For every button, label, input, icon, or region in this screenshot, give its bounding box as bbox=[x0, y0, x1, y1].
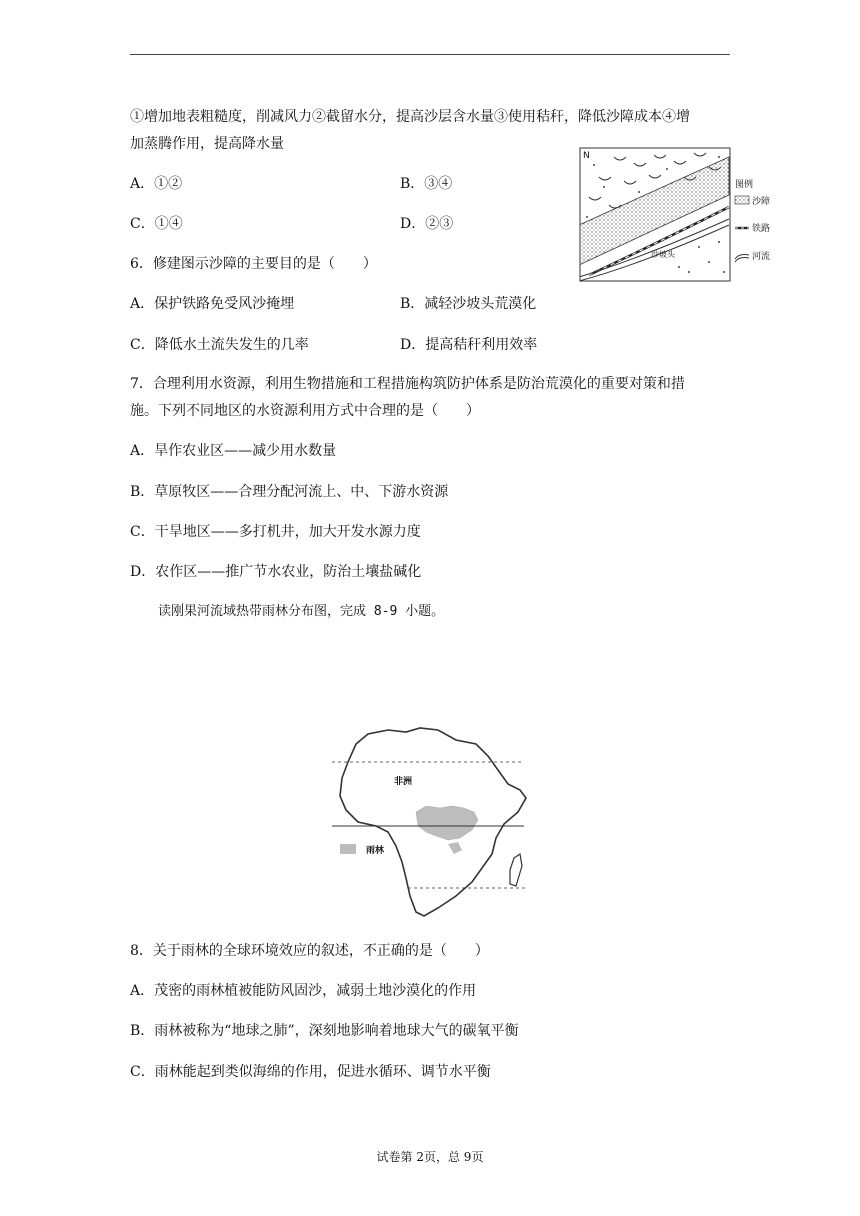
legend-sand-swatch bbox=[735, 196, 749, 204]
sand-barrier-map bbox=[579, 147, 779, 283]
q5-option-a: A．①② bbox=[130, 176, 183, 192]
q8-option-c: C．雨林能起到类似海绵的作用，促进水循环、调节水平衡 bbox=[130, 1064, 491, 1080]
madagascar-outline bbox=[510, 854, 522, 886]
legend-rainforest-swatch bbox=[340, 844, 356, 854]
q7-option-b: B．草原牧区——合理分配河流上、中、下游水资源 bbox=[130, 484, 449, 500]
q8-option-b: B．雨林被称为“地球之肺”，深刻地影响着地球大气的碳氧平衡 bbox=[130, 1023, 519, 1039]
q5-statement-line1: ①增加地表粗糙度，削减风力②截留水分，提高沙层含水量③使用秸秆，降低沙障成本④增 bbox=[130, 109, 690, 125]
legend-rail-label: 铁路 bbox=[752, 224, 771, 234]
place-label: 沙坡头 bbox=[651, 250, 675, 259]
legend-rainforest-label: 雨林 bbox=[366, 846, 385, 856]
q7-stem-line1: 7．合理利用水资源，利用生物措施和工程措施构筑防护体系是防治荒漠化的重要对策和措 bbox=[130, 376, 685, 392]
north-label: N bbox=[583, 151, 590, 161]
q5-statement-line2: 加蒸腾作用，提高降水量 bbox=[130, 136, 284, 152]
q7-option-a: A．旱作农业区——减少用水数量 bbox=[130, 443, 337, 459]
continent-label: 非洲 bbox=[394, 777, 413, 787]
legend-river-label: 河流 bbox=[752, 252, 771, 262]
page-footer: 试卷第 2页，总 9页 bbox=[376, 1150, 484, 1164]
africa-rainforest-map bbox=[328, 726, 528, 919]
q8-option-a: A．茂密的雨林植被能防风固沙，减弱土地沙漠化的作用 bbox=[130, 983, 477, 999]
intro-8-9: 读刚果河流域热带雨林分布图，完成 8-9 小题。 bbox=[158, 604, 445, 619]
header-rule bbox=[130, 54, 730, 55]
q5-option-b: B．③④ bbox=[400, 176, 453, 192]
legend-sand-label: 沙障 bbox=[752, 197, 771, 207]
q5-option-c: C．①④ bbox=[130, 216, 183, 232]
q6-option-d: D．提高秸秆利用效率 bbox=[400, 337, 538, 353]
q6-option-b: B．减轻沙坡头荒漠化 bbox=[400, 296, 537, 312]
q8-stem: 8．关于雨林的全球环境效应的叙述，不正确的是（ ） bbox=[130, 943, 489, 959]
q5-option-d: D．②③ bbox=[400, 216, 454, 232]
q6-option-c: C．降低水土流失发生的几率 bbox=[130, 337, 309, 353]
legend-title: 图例 bbox=[735, 180, 754, 190]
q7-stem-line2: 施。下列不同地区的水资源利用方式中合理的是（ ） bbox=[130, 403, 480, 419]
q6-stem: 6．修建图示沙障的主要目的是（ ） bbox=[130, 256, 377, 272]
q6-option-a: A．保护铁路免受风沙掩埋 bbox=[130, 296, 295, 312]
q7-option-c: C．干旱地区——多打机井，加大开发水源力度 bbox=[130, 524, 421, 540]
q7-option-d: D．农作区——推广节水农业，防治土壤盐碱化 bbox=[130, 564, 422, 580]
legend-river-swatch bbox=[735, 255, 749, 260]
